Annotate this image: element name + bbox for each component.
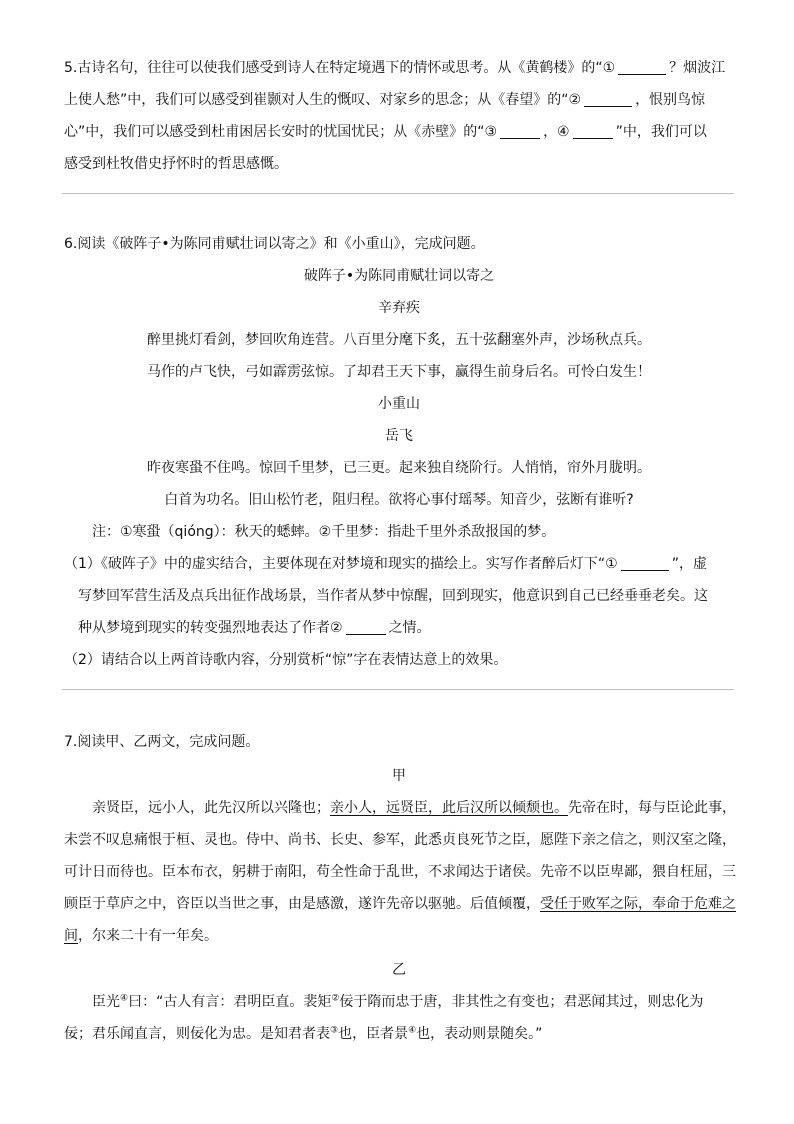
poem1-author: 辛弃疾 xyxy=(378,300,420,316)
q5-text: ，④ xyxy=(543,124,570,140)
yi-text: 也，臣者景 xyxy=(338,1026,409,1042)
q5-line-1 xyxy=(64,52,734,84)
poem2-line: 昨夜寒蛩不住鸣。惊回千里梦，已三更。起来独自绕阶行。人悄悄，帘外月胧明。 xyxy=(147,460,651,476)
yi-text: 佞；君乐闻直言，则佞化为忠。是知君者表 xyxy=(64,1026,330,1042)
q6-sub1-line-3 xyxy=(64,612,734,644)
q5-line-3 xyxy=(64,116,734,148)
q5-line-4: 感受到杜牧借史抒怀时的哲思感慨。 xyxy=(64,156,288,172)
q6-sub2: （2）请结合以上两首诗歌内容，分别赏析“惊”字在表情达意上的效果。 xyxy=(64,652,508,668)
passage-yi-heading: 乙 xyxy=(392,962,406,978)
question-5 xyxy=(64,52,734,180)
q5-text: 心”中，我们可以感受到杜甫困居长安时的忧国忧民；从《赤壁》的“③ xyxy=(64,124,498,140)
jia-line-3: 可计日而待也。臣本布衣，躬耕于南阳，苟全性命于乱世，不求闻达于诸侯。先帝不以臣卑鄙，猥自枉屈，三 xyxy=(64,864,736,880)
jia-text: 先帝在时，每与臣论此事， xyxy=(568,800,736,816)
section-divider xyxy=(62,689,734,690)
yi-line-1 xyxy=(64,986,734,1018)
jia-text: 顾臣于草庐之中，咨臣以当世之事，由是感激，遂许先帝以驱驰。后值倾覆， xyxy=(64,896,540,912)
footnote-marker: ④ xyxy=(408,1025,417,1036)
q7-intro: 7.阅读甲、乙两文，完成问题。 xyxy=(64,734,260,750)
yi-line-2 xyxy=(64,1018,734,1050)
passage-jia-heading: 甲 xyxy=(392,768,406,784)
footnote-marker: ④ xyxy=(120,993,129,1004)
q5-text: ，恨别鸟惊 xyxy=(635,92,706,108)
yi-text: 佞于隋而忠于唐，非其性之有变也；君恶闻其过，则忠化为 xyxy=(339,994,704,1010)
underlined-sentence: 受任于败军之际，奉命于危难之 xyxy=(540,896,736,912)
q6-text: 种从梦境到现实的转变强烈地表达了作者② xyxy=(78,620,343,636)
answer-blank-2[interactable] xyxy=(584,92,632,107)
poem1-line: 醉里挑灯看剑，梦回吹角连营。八百里分麾下炙，五十弦翻塞外声，沙场秋点兵。 xyxy=(147,332,651,348)
answer-blank-sub1-2[interactable] xyxy=(346,620,386,635)
jia-line-1 xyxy=(64,792,734,824)
poem2-line: 白首为功名。旧山松竹老，阻归程。欲将心事付瑶琴。知音少，弦断有谁听? xyxy=(164,492,634,508)
q6-note: 注：①寒蛩（qióng）：秋天的蟋蟀。②千里梦：指赴千里外杀敌报国的梦。 xyxy=(92,524,556,540)
question-6 xyxy=(64,228,734,676)
answer-blank-3[interactable] xyxy=(500,124,540,139)
answer-blank-1[interactable] xyxy=(618,60,666,75)
q6-text: 之情。 xyxy=(388,620,431,636)
q6-sub1-line-1 xyxy=(64,548,734,580)
yi-text: 也，表动则景随矣。” xyxy=(416,1026,543,1042)
q6-text: （1）《破阵子》中的虚实结合，主要体现在对梦境和现实的描绘上。实写作者醉后灯下“① xyxy=(64,556,618,572)
yi-text: 曰：“古人有言：君明臣直。裴矩 xyxy=(128,994,332,1010)
jia-text: 亲贤臣，远小人，此先汉所以兴隆也； xyxy=(92,800,330,816)
section-divider xyxy=(62,193,734,194)
answer-blank-sub1-1[interactable] xyxy=(621,556,669,571)
jia-line-4 xyxy=(64,888,734,920)
poem2-author: 岳飞 xyxy=(385,428,413,444)
footnote-marker: ③ xyxy=(330,1025,339,1036)
underlined-sentence: 间 xyxy=(64,928,78,944)
poem1-line: 马作的卢飞快，弓如霹雳弦惊。了却君王天下事，赢得生前身后名。可怜白发生！ xyxy=(147,364,651,380)
jia-text: ，尔来二十有一年矣。 xyxy=(78,928,218,944)
q6-sub1-line-2: 写梦回军营生活及点兵出征作战场景，当作者从梦中惊醒，回到现实，他意识到自己已经垂垂老矣。这 xyxy=(78,588,708,604)
underlined-sentence: 亲小人，远贤臣，此后汉所以倾颓也。 xyxy=(330,800,568,816)
jia-line-2: 未尝不叹息痛恨于桓、灵也。侍中、尚书、长史、参军，此悉贞良死节之臣，愿陛下亲之信之，则汉室之隆， xyxy=(64,832,736,848)
q5-line-2 xyxy=(64,84,734,116)
footnote-marker: ② xyxy=(331,993,340,1004)
jia-line-5 xyxy=(64,920,734,952)
q6-intro: 6.阅读《破阵子•为陈同甫赋壮词以寄之》和《小重山》，完成问题。 xyxy=(64,236,485,252)
q6-text: ”，虚 xyxy=(671,556,707,572)
q5-text: ？烟波江 xyxy=(669,60,726,76)
poem2-title: 小重山 xyxy=(378,396,420,412)
q5-text: 5.古诗名句，往往可以使我们感受到诗人在特定境遇下的情怀或思考。从《黄鹤楼》的“① xyxy=(64,60,616,76)
q5-text: 上使人愁”中，我们可以感受到崔颢对人生的慨叹、对家乡的思念；从《春望》的“② xyxy=(64,92,582,108)
yi-text: 臣光 xyxy=(92,994,120,1010)
poem1-title: 破阵子•为陈同甫赋壮词以寄之 xyxy=(303,268,495,284)
question-7 xyxy=(64,726,734,1050)
q5-text: ”中，我们可以 xyxy=(615,124,707,140)
answer-blank-4[interactable] xyxy=(573,124,613,139)
